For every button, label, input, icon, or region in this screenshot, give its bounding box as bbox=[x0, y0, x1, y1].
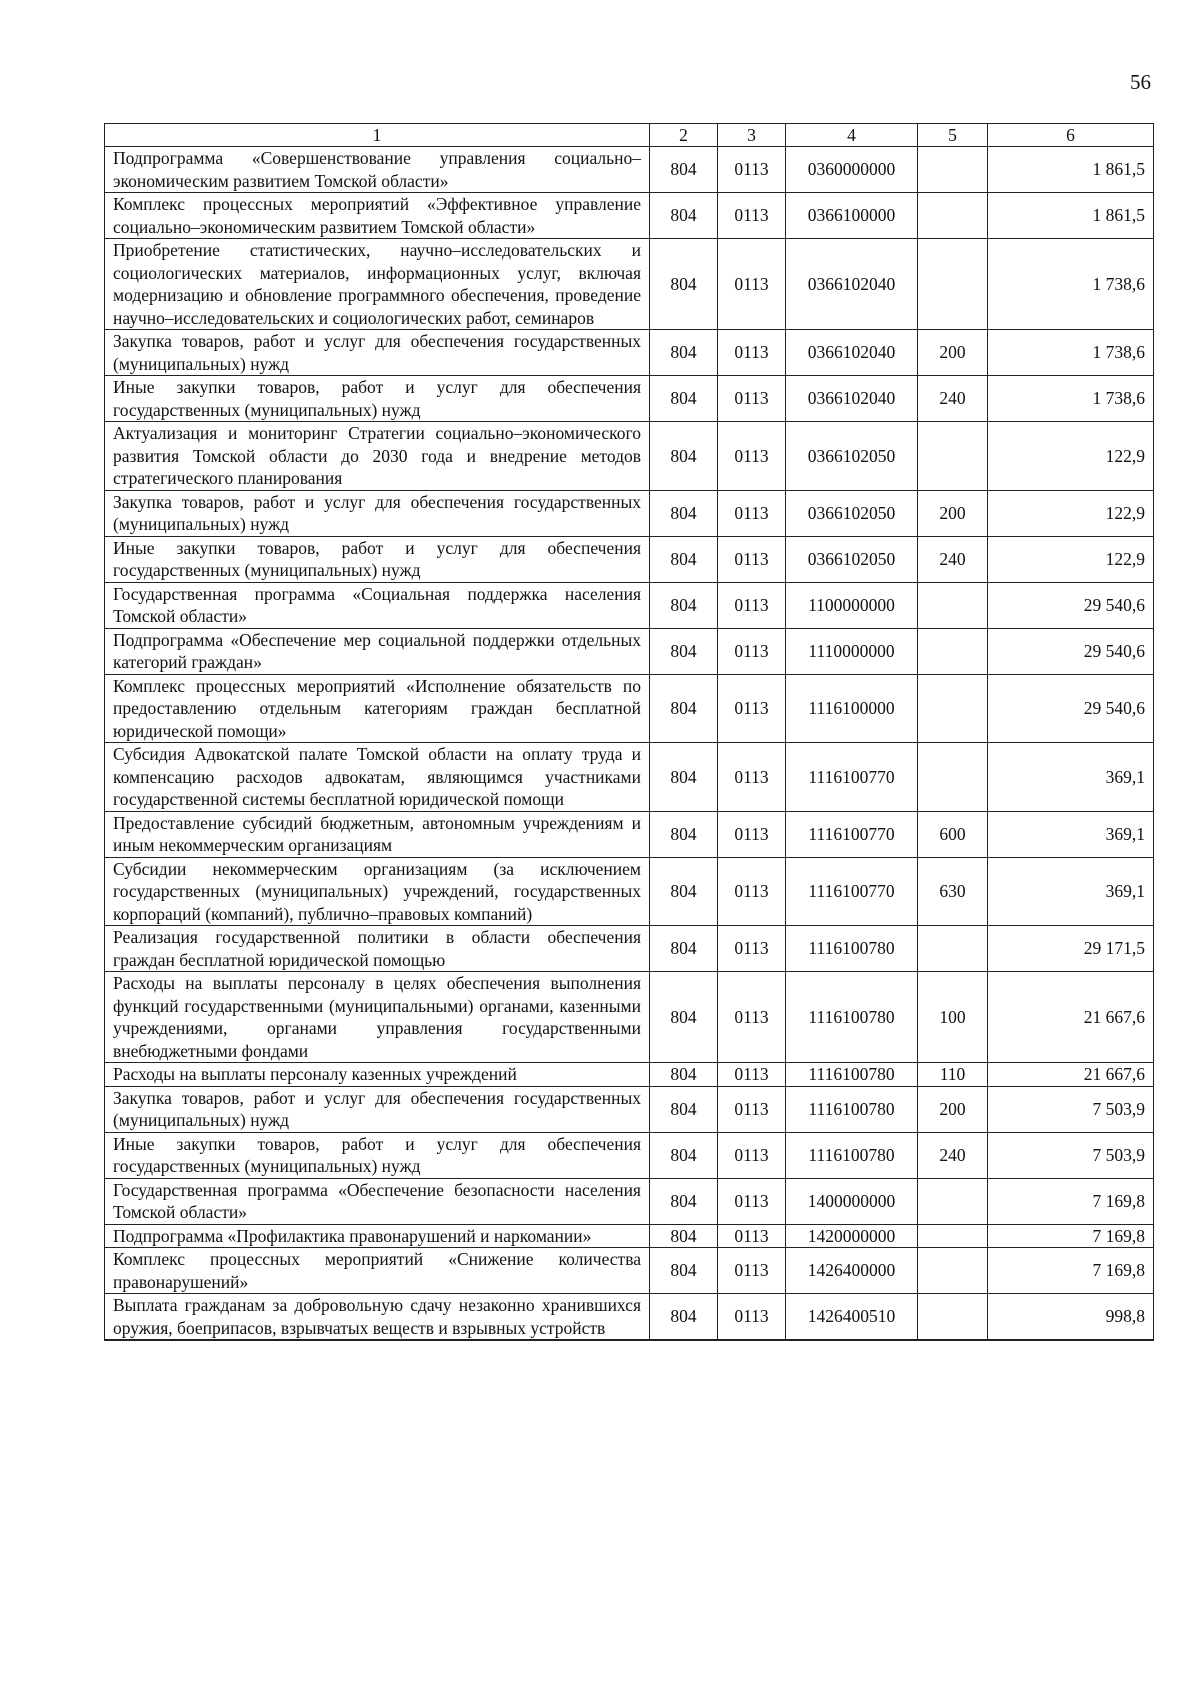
row-col3-cell: 0113 bbox=[718, 857, 786, 926]
row-name-cell: Расходы на выплаты персоналу в целях обеспечения выполнения функций государственными (муниципальными) органами, казенными учреждениями, органами управления государственными внебюджетными фондами bbox=[105, 972, 650, 1063]
row-name-cell: Субсидия Адвокатской палате Томской области на оплату труда и компенсацию расходов адвокатам, являющимся участниками государственной системы бесплатной юридической помощи bbox=[105, 743, 650, 812]
row-col6-cell: 369,1 bbox=[988, 743, 1154, 812]
row-col2-cell: 804 bbox=[650, 811, 718, 857]
row-col3-cell: 0113 bbox=[718, 1086, 786, 1132]
row-col2-cell: 804 bbox=[650, 536, 718, 582]
row-col5-cell: 110 bbox=[918, 1063, 988, 1087]
row-col4-cell: 0366102040 bbox=[786, 376, 918, 422]
row-col2-cell: 804 bbox=[650, 1248, 718, 1294]
row-name-cell: Предоставление субсидий бюджетным, автономным учреждениям и иным некоммерческим организациям bbox=[105, 811, 650, 857]
row-col3-cell: 0113 bbox=[718, 1063, 786, 1087]
row-col4-cell: 1116100770 bbox=[786, 811, 918, 857]
row-col6-cell: 29 540,6 bbox=[988, 582, 1154, 628]
row-name-cell: Реализация государственной политики в области обеспечения граждан бесплатной юридической помощью bbox=[105, 926, 650, 972]
row-col5-cell bbox=[918, 193, 988, 239]
row-col3-cell: 0113 bbox=[718, 376, 786, 422]
row-name-cell: Иные закупки товаров, работ и услуг для обеспечения государственных (муниципальных) нужд bbox=[105, 536, 650, 582]
row-col2-cell: 804 bbox=[650, 1086, 718, 1132]
table-row bbox=[105, 628, 1154, 674]
row-col6-cell: 1 738,6 bbox=[988, 330, 1154, 376]
row-col5-cell bbox=[918, 239, 988, 330]
row-col2-cell: 804 bbox=[650, 330, 718, 376]
row-name-cell: Закупка товаров, работ и услуг для обеспечения государственных (муниципальных) нужд bbox=[105, 490, 650, 536]
table-row bbox=[105, 743, 1154, 812]
row-col3-cell: 0113 bbox=[718, 972, 786, 1063]
table-body bbox=[105, 147, 1154, 1341]
row-col2-cell: 804 bbox=[650, 743, 718, 812]
row-col5-cell bbox=[918, 147, 988, 193]
row-col2-cell: 804 bbox=[650, 147, 718, 193]
table-header-row bbox=[105, 124, 1154, 147]
page-number: 56 bbox=[1130, 70, 1151, 94]
table-row bbox=[105, 1086, 1154, 1132]
row-col6-cell: 122,9 bbox=[988, 536, 1154, 582]
row-col3-cell: 0113 bbox=[718, 1178, 786, 1224]
row-col2-cell: 804 bbox=[650, 1294, 718, 1341]
header-col-5: 5 bbox=[918, 124, 988, 147]
row-col6-cell: 7 169,8 bbox=[988, 1248, 1154, 1294]
row-name-cell: Иные закупки товаров, работ и услуг для обеспечения государственных (муниципальных) нужд bbox=[105, 376, 650, 422]
row-name-cell: Комплекс процессных мероприятий «Исполнение обязательств по предоставлению отдельным категориям граждан бесплатной юридической помощи» bbox=[105, 674, 650, 743]
header-col-6: 6 bbox=[988, 124, 1154, 147]
table-row bbox=[105, 1132, 1154, 1178]
row-col5-cell bbox=[918, 1294, 988, 1341]
table-row bbox=[105, 1178, 1154, 1224]
header-col-1: 1 bbox=[105, 124, 650, 147]
row-col5-cell bbox=[918, 743, 988, 812]
row-col6-cell: 122,9 bbox=[988, 422, 1154, 491]
row-col2-cell: 804 bbox=[650, 628, 718, 674]
row-col4-cell: 1426400510 bbox=[786, 1294, 918, 1341]
row-col6-cell: 1 738,6 bbox=[988, 376, 1154, 422]
row-col3-cell: 0113 bbox=[718, 628, 786, 674]
row-col5-cell bbox=[918, 422, 988, 491]
row-name-cell: Государственная программа «Социальная поддержка населения Томской области» bbox=[105, 582, 650, 628]
table-row bbox=[105, 376, 1154, 422]
row-col4-cell: 1400000000 bbox=[786, 1178, 918, 1224]
row-col4-cell: 1116100770 bbox=[786, 857, 918, 926]
row-col2-cell: 804 bbox=[650, 422, 718, 491]
row-col4-cell: 1426400000 bbox=[786, 1248, 918, 1294]
table-row bbox=[105, 811, 1154, 857]
row-col5-cell bbox=[918, 1248, 988, 1294]
row-col3-cell: 0113 bbox=[718, 582, 786, 628]
row-col3-cell: 0113 bbox=[718, 330, 786, 376]
row-col5-cell bbox=[918, 582, 988, 628]
table-row bbox=[105, 330, 1154, 376]
row-col4-cell: 1116100780 bbox=[786, 1086, 918, 1132]
table-row bbox=[105, 147, 1154, 193]
row-col6-cell: 21 667,6 bbox=[988, 1063, 1154, 1087]
row-col3-cell: 0113 bbox=[718, 926, 786, 972]
row-col6-cell: 7 503,9 bbox=[988, 1132, 1154, 1178]
row-col2-cell: 804 bbox=[650, 239, 718, 330]
header-col-2: 2 bbox=[650, 124, 718, 147]
row-col3-cell: 0113 bbox=[718, 1224, 786, 1248]
row-col3-cell: 0113 bbox=[718, 147, 786, 193]
row-col3-cell: 0113 bbox=[718, 239, 786, 330]
row-col2-cell: 804 bbox=[650, 376, 718, 422]
row-col4-cell: 1110000000 bbox=[786, 628, 918, 674]
table-row bbox=[105, 582, 1154, 628]
table-row bbox=[105, 972, 1154, 1063]
row-col6-cell: 1 738,6 bbox=[988, 239, 1154, 330]
header-col-3: 3 bbox=[718, 124, 786, 147]
table-row bbox=[105, 193, 1154, 239]
row-col2-cell: 804 bbox=[650, 1178, 718, 1224]
row-col3-cell: 0113 bbox=[718, 490, 786, 536]
row-name-cell: Подпрограмма «Совершенствование управления социально–экономическим развитием Томской области» bbox=[105, 147, 650, 193]
row-col2-cell: 804 bbox=[650, 857, 718, 926]
row-col6-cell: 1 861,5 bbox=[988, 193, 1154, 239]
row-col3-cell: 0113 bbox=[718, 811, 786, 857]
row-col2-cell: 804 bbox=[650, 582, 718, 628]
row-col6-cell: 29 171,5 bbox=[988, 926, 1154, 972]
row-name-cell: Приобретение статистических, научно–исследовательских и социологических материалов, информационных услуг, включая модернизацию и обновление программного обеспечения, проведение научно–исследовательских и социологических работ, семинаров bbox=[105, 239, 650, 330]
row-col5-cell bbox=[918, 1178, 988, 1224]
row-col4-cell: 1116100780 bbox=[786, 1132, 918, 1178]
row-col5-cell: 600 bbox=[918, 811, 988, 857]
row-col3-cell: 0113 bbox=[718, 1294, 786, 1341]
row-col6-cell: 21 667,6 bbox=[988, 972, 1154, 1063]
row-col4-cell: 0366102050 bbox=[786, 536, 918, 582]
row-col2-cell: 804 bbox=[650, 193, 718, 239]
row-col3-cell: 0113 bbox=[718, 743, 786, 812]
row-col5-cell: 200 bbox=[918, 1086, 988, 1132]
table-row bbox=[105, 1063, 1154, 1087]
row-col4-cell: 0366102050 bbox=[786, 422, 918, 491]
row-col6-cell: 29 540,6 bbox=[988, 628, 1154, 674]
row-col5-cell: 240 bbox=[918, 1132, 988, 1178]
row-col4-cell: 1116100000 bbox=[786, 674, 918, 743]
row-col5-cell bbox=[918, 1224, 988, 1248]
row-col4-cell: 1116100780 bbox=[786, 926, 918, 972]
row-col6-cell: 369,1 bbox=[988, 811, 1154, 857]
row-col3-cell: 0113 bbox=[718, 1248, 786, 1294]
row-col4-cell: 0366102040 bbox=[786, 239, 918, 330]
row-col4-cell: 1116100770 bbox=[786, 743, 918, 812]
row-col4-cell: 0360000000 bbox=[786, 147, 918, 193]
table-row bbox=[105, 857, 1154, 926]
row-col4-cell: 0366102040 bbox=[786, 330, 918, 376]
row-col6-cell: 1 861,5 bbox=[988, 147, 1154, 193]
row-col2-cell: 804 bbox=[650, 972, 718, 1063]
row-col5-cell: 630 bbox=[918, 857, 988, 926]
row-col6-cell: 7 503,9 bbox=[988, 1086, 1154, 1132]
table-row bbox=[105, 1224, 1154, 1248]
row-col5-cell: 200 bbox=[918, 490, 988, 536]
table-row bbox=[105, 490, 1154, 536]
row-name-cell: Расходы на выплаты персоналу казенных учреждений bbox=[105, 1063, 650, 1087]
row-col3-cell: 0113 bbox=[718, 1132, 786, 1178]
row-col5-cell: 100 bbox=[918, 972, 988, 1063]
table-row bbox=[105, 422, 1154, 491]
row-col2-cell: 804 bbox=[650, 926, 718, 972]
table-row bbox=[105, 926, 1154, 972]
row-col5-cell: 200 bbox=[918, 330, 988, 376]
row-name-cell: Комплекс процессных мероприятий «Эффективное управление социально–экономическим развитием Томской области» bbox=[105, 193, 650, 239]
row-col3-cell: 0113 bbox=[718, 674, 786, 743]
table-row bbox=[105, 1248, 1154, 1294]
table-row bbox=[105, 536, 1154, 582]
row-col5-cell bbox=[918, 926, 988, 972]
row-name-cell: Закупка товаров, работ и услуг для обеспечения государственных (муниципальных) нужд bbox=[105, 1086, 650, 1132]
table-row bbox=[105, 674, 1154, 743]
row-col5-cell bbox=[918, 674, 988, 743]
row-name-cell: Актуализация и мониторинг Стратегии социально–экономического развития Томской области до 2030 года и внедрение методов стратегического планирования bbox=[105, 422, 650, 491]
row-col4-cell: 1116100780 bbox=[786, 972, 918, 1063]
row-col4-cell: 1100000000 bbox=[786, 582, 918, 628]
row-name-cell: Выплата гражданам за добровольную сдачу незаконно хранившихся оружия, боеприпасов, взрывчатых веществ и взрывных устройств bbox=[105, 1294, 650, 1341]
row-col2-cell: 804 bbox=[650, 490, 718, 536]
table-row bbox=[105, 1294, 1154, 1341]
row-col6-cell: 7 169,8 bbox=[988, 1224, 1154, 1248]
row-col5-cell bbox=[918, 628, 988, 674]
row-col2-cell: 804 bbox=[650, 1224, 718, 1248]
row-col2-cell: 804 bbox=[650, 1063, 718, 1087]
row-col6-cell: 998,8 bbox=[988, 1294, 1154, 1341]
table-row bbox=[105, 239, 1154, 330]
row-col6-cell: 122,9 bbox=[988, 490, 1154, 536]
row-col2-cell: 804 bbox=[650, 1132, 718, 1178]
row-name-cell: Государственная программа «Обеспечение безопасности населения Томской области» bbox=[105, 1178, 650, 1224]
row-col2-cell: 804 bbox=[650, 674, 718, 743]
row-col4-cell: 1420000000 bbox=[786, 1224, 918, 1248]
row-name-cell: Закупка товаров, работ и услуг для обеспечения государственных (муниципальных) нужд bbox=[105, 330, 650, 376]
row-col5-cell: 240 bbox=[918, 536, 988, 582]
row-col3-cell: 0113 bbox=[718, 422, 786, 491]
row-col3-cell: 0113 bbox=[718, 193, 786, 239]
row-col4-cell: 0366100000 bbox=[786, 193, 918, 239]
row-name-cell: Комплекс процессных мероприятий «Снижение количества правонарушений» bbox=[105, 1248, 650, 1294]
row-col6-cell: 29 540,6 bbox=[988, 674, 1154, 743]
row-col3-cell: 0113 bbox=[718, 536, 786, 582]
header-col-4: 4 bbox=[786, 124, 918, 147]
budget-table bbox=[104, 123, 1154, 1341]
row-col5-cell: 240 bbox=[918, 376, 988, 422]
row-name-cell: Подпрограмма «Профилактика правонарушений и наркомании» bbox=[105, 1224, 650, 1248]
row-col4-cell: 0366102050 bbox=[786, 490, 918, 536]
row-name-cell: Иные закупки товаров, работ и услуг для обеспечения государственных (муниципальных) нужд bbox=[105, 1132, 650, 1178]
row-name-cell: Субсидии некоммерческим организациям (за исключением государственных (муниципальных) учреждений, государственных корпораций (компаний), публично–правовых компаний) bbox=[105, 857, 650, 926]
row-col6-cell: 369,1 bbox=[988, 857, 1154, 926]
row-name-cell: Подпрограмма «Обеспечение мер социальной поддержки отдельных категорий граждан» bbox=[105, 628, 650, 674]
row-col4-cell: 1116100780 bbox=[786, 1063, 918, 1087]
row-col6-cell: 7 169,8 bbox=[988, 1178, 1154, 1224]
